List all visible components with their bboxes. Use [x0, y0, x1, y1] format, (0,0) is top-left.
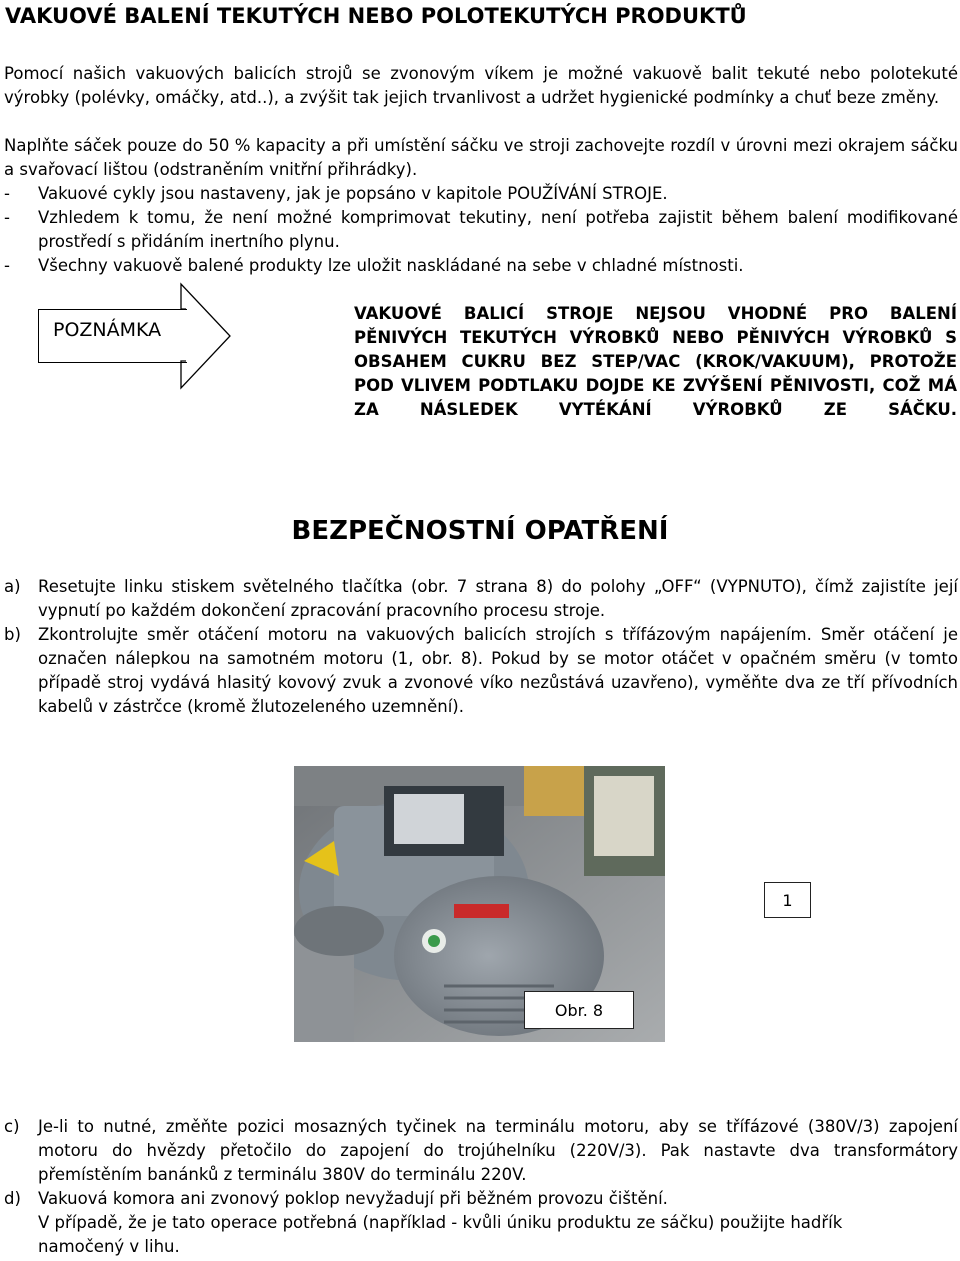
note-text: VAKUOVÉ BALICÍ STROJE NEJSOU VHODNÉ PRO BALENÍ PĚNIVÝCH TEKUTÝCH VÝROBKŮ NEBO PĚNIVÝCH VÝROBKŮ S OBSAHEM CUKRU BEZ STEP/VAC (KROK/VAKUUM), PROTOŽE POD VLIVEM PODTLAKU DOJDE KE ZVÝŠENÍ PĚNIVOSTI, COŽ MÁ ZA NÁSLEDEK VYTÉKÁNÍ VÝROBKŮ ZE SÁČKU.: [354, 304, 957, 419]
figure-caption: Obr. 8: [524, 991, 634, 1029]
list-item: [4, 1187, 958, 1211]
note-box: [38, 309, 187, 363]
list-item-text: Resetujte linku stiskem světelného tlačítka (obr. 7 strana 8) do polohy „OFF“ (VYPNUTO), čímž zajistíte její vypnutí po každém dokončení zpracování pracovního procesu stroje.: [38, 577, 958, 620]
list-item-text: Je-li to nutné, změňte pozici mosazných tyčinek na terminálu motoru, aby se třífázové (380V/3) zapojení motoru do hvězdy přetočilo do zapojení do trojúhelníku (220V/3). Pak nastavte dva transformátory přemístěním banánků z terminálu 380V do terminálu 220V.: [38, 1117, 958, 1184]
figure-callout-number: 1: [764, 882, 811, 918]
list-item-text: Zkontrolujte směr otáčení motoru na vakuových balicích strojích s třífázovým napájením. Směr otáčení je označen nálepkou na samotném motoru (1, obr. 8). Pokud by se motor otáčet v opačném směru (v tomto případě stroj vydává hlasitý kovový zvuk a zvonové víko nezůstává uzavřeno), vyměňte dva ze tří přívodních kabelů v zástrčce (kromě žlutozeleného uzemnění).: [38, 625, 958, 716]
safety-heading: BEZPEČNOSTNÍ OPATŘENÍ: [291, 516, 669, 546]
list-item: [4, 254, 958, 278]
list-mark: c): [4, 1117, 20, 1136]
list-mark: a): [4, 577, 21, 596]
list-item-text: Vakuová komora ani zvonový poklop nevyžadují při běžném provozu čištění.: [38, 1189, 668, 1208]
item-d-extra: V případě, že je tato operace potřebná (například - kvůli úniku produktu ze sáčku) použijte hadřík namočený v lihu.: [38, 1213, 843, 1256]
list-item-text: Vzhledem k tomu, že není možné komprimovat tekutiny, není potřeba zajistit během balení modifikované prostředí s přidáním inertního plynu.: [38, 208, 958, 251]
list-mark: -: [4, 256, 10, 275]
fill-instruction: Naplňte sáček pouze do 50 % kapacity a při umístění sáčku ve stroji zachovejte rozdíl v úrovni mezi okrajem sáčku a svařovací lištou (odstraněním vnitřní přihrádky).: [4, 136, 958, 179]
list-item-text: Všechny vakuově balené produkty lze uložit naskládané na sebe v chladné místnosti.: [38, 256, 744, 275]
list-item: [4, 1115, 958, 1187]
document-title: VAKUOVÉ BALENÍ TEKUTÝCH NEBO POLOTEKUTÝCH PRODUKTŮ: [5, 4, 747, 28]
list-item: [4, 575, 958, 623]
intro-paragraph: Pomocí našich vakuových balicích strojů se zvonovým víkem je možné vakuově balit tekuté nebo polotekuté výrobky (polévky, omáčky, atd..), a zvýšit tak jejich trvanlivost a udržet hygienické podmínky a chuť beze změny.: [4, 64, 958, 107]
list-item: [4, 182, 958, 206]
note-label: POZNÁMKA: [53, 319, 162, 341]
list-item: [4, 623, 958, 719]
list-mark: b): [4, 625, 21, 644]
list-mark: -: [4, 184, 10, 203]
list-item-text: Vakuové cykly jsou nastaveny, jak je popsáno v kapitole POUŽÍVÁNÍ STROJE.: [38, 184, 668, 203]
list-item: [4, 206, 958, 254]
list-mark: d): [4, 1189, 21, 1208]
list-mark: -: [4, 208, 10, 227]
